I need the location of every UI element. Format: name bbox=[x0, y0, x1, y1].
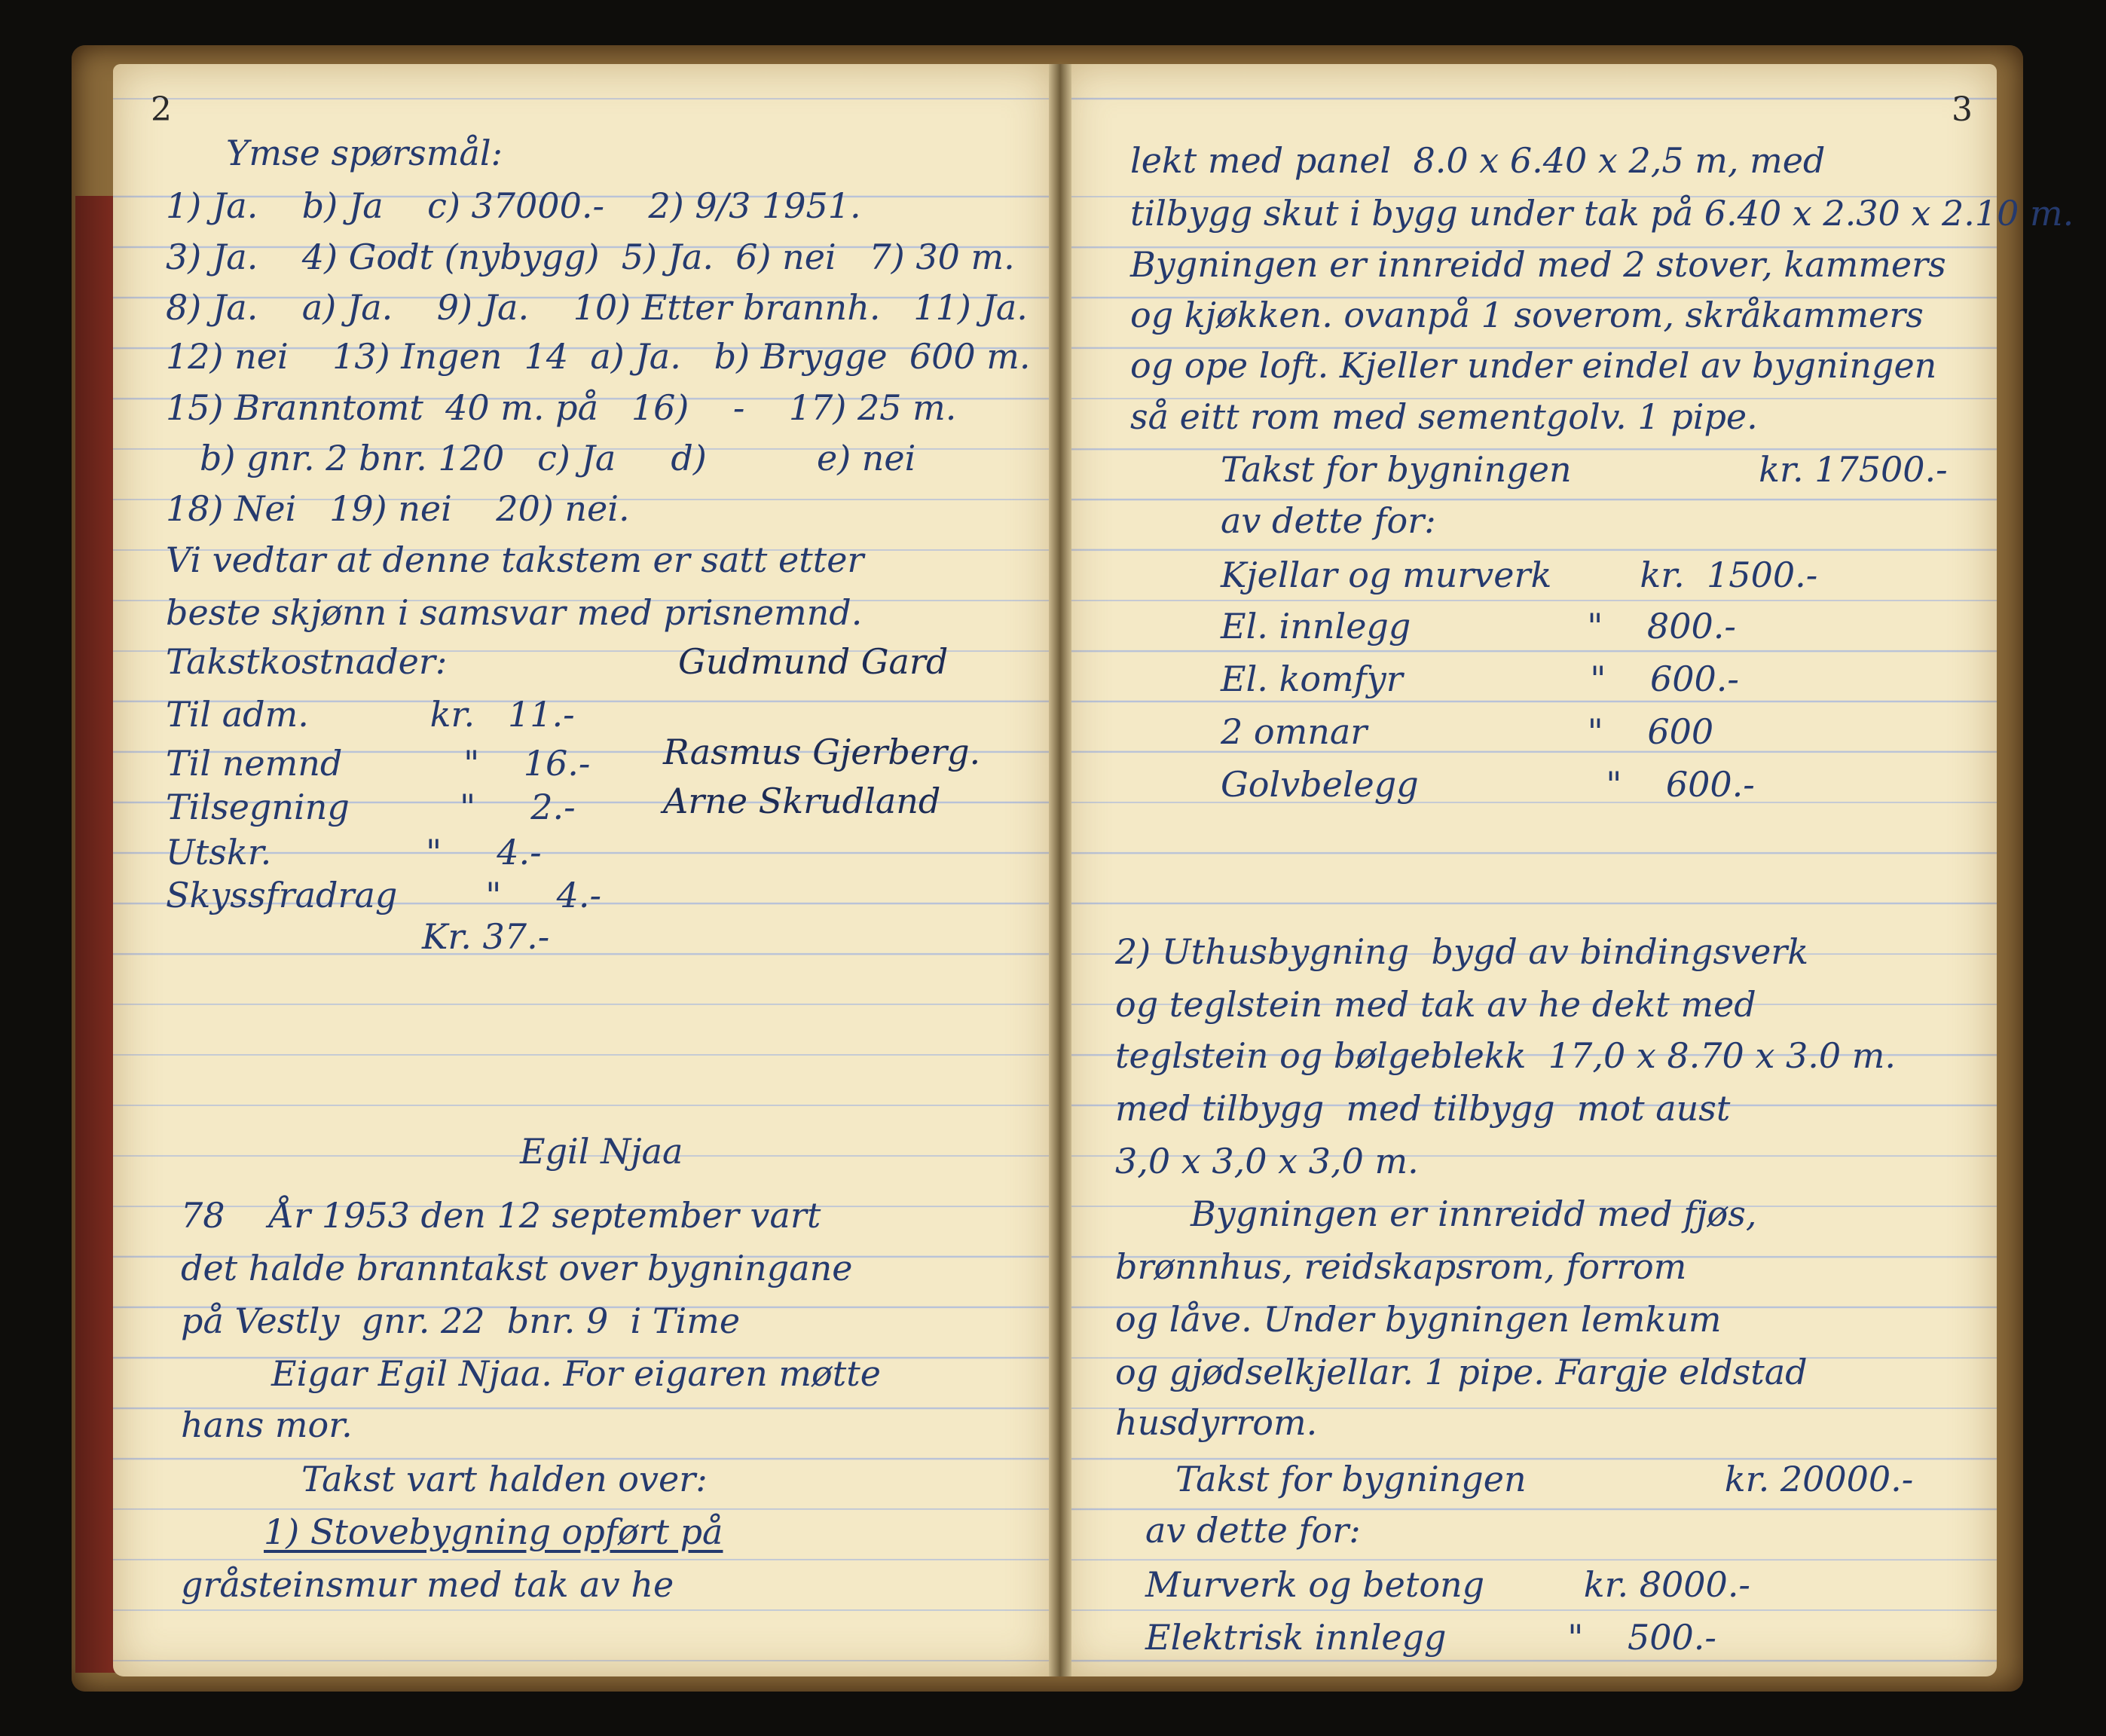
handwritten-line: Takst for bygningen kr. 17500.- bbox=[1221, 449, 1948, 490]
handwritten-line: 12) nei 13) Ingen 14 a) Ja. b) Brygge 600 m. bbox=[166, 336, 1031, 377]
handwritten-line: 2) Uthusbygning bygd av bindingsverk bbox=[1115, 931, 1809, 972]
handwritten-line: brønnhus, reidskapsrom, forrom bbox=[1115, 1246, 1687, 1287]
handwritten-line: Kjellar og murverk kr. 1500.- bbox=[1221, 555, 1818, 595]
handwritten-line: 18) Nei 19) nei 20) nei. bbox=[166, 488, 630, 529]
handwritten-line: Murverk og betong kr. 8000.- bbox=[1145, 1564, 1750, 1605]
signature: Gudmund Gard bbox=[678, 641, 949, 682]
handwritten-line: teglstein og bølgeblekk 17,0 x 8.70 x 3.0 m. bbox=[1115, 1035, 1897, 1076]
handwritten-line: av dette for: bbox=[1221, 500, 1436, 541]
handwritten-line: Eigar Egil Njaa. For eigaren møtte bbox=[271, 1353, 881, 1394]
handwritten-line: b) gnr. 2 bnr. 120 c) Ja d) e) nei bbox=[200, 438, 916, 478]
handwritten-line: 1) Stovebygning opført på bbox=[264, 1511, 723, 1552]
handwritten-line: av dette for: bbox=[1145, 1510, 1361, 1551]
handwritten-line: Bygningen er innreidd med fjøs, bbox=[1191, 1194, 1757, 1234]
handwritten-line: lekt med panel 8.0 x 6.40 x 2,5 m, med bbox=[1130, 140, 1826, 181]
handwritten-line: Kr. 37.- bbox=[422, 916, 550, 957]
handwritten-line: og gjødselkjellar. 1 pipe. Fargje eldstad bbox=[1115, 1352, 1808, 1392]
handwritten-line: og låve. Under bygningen lemkum bbox=[1115, 1299, 1722, 1340]
handwritten-line: 1) Ja. b) Ja c) 37000.- 2) 9/3 1951. bbox=[166, 185, 861, 226]
handwritten-line: så eitt rom med sementgolv. 1 pipe. bbox=[1130, 396, 1758, 437]
handwritten-line: Til nemnd " 16.- bbox=[166, 743, 591, 784]
handwritten-line: og ope loft. Kjeller under eindel av bygningen bbox=[1130, 345, 1937, 386]
right-page-number: 3 bbox=[1952, 90, 1973, 129]
handwritten-line: Golvbelegg " 600.- bbox=[1221, 764, 1755, 805]
handwritten-line: 15) Branntomt 40 m. på 16) - 17) 25 m. bbox=[166, 387, 957, 428]
handwritten-line: gråsteinsmur med tak av he bbox=[181, 1564, 674, 1605]
handwritten-line: og teglstein med tak av he dekt med bbox=[1115, 984, 1756, 1025]
handwritten-line: Takst vart halden over: bbox=[301, 1459, 708, 1499]
handwritten-line: Tilsegning " 2.- bbox=[166, 787, 576, 827]
handwritten-line: med tilbygg med tilbygg mot aust bbox=[1115, 1088, 1731, 1129]
handwritten-line: Vi vedtar at denne takstem er satt etter bbox=[166, 539, 864, 580]
handwritten-line: Egil Njaa bbox=[520, 1131, 683, 1172]
handwritten-line: Skyssfradrag " 4.- bbox=[166, 875, 602, 915]
handwritten-line: Takstkostnader: bbox=[166, 641, 448, 682]
handwritten-line: Ymse spørsmål: bbox=[226, 133, 503, 173]
handwritten-line: 78 År 1953 den 12 september vart bbox=[181, 1195, 821, 1236]
handwritten-line: på Vestly gnr. 22 bnr. 9 i Time bbox=[181, 1300, 741, 1341]
handwritten-line: 3) Ja. 4) Godt (nybygg) 5) Ja. 6) nei 7) 30 m. bbox=[166, 237, 1015, 277]
handwritten-line: Elektrisk innlegg " 500.- bbox=[1145, 1617, 1716, 1658]
page-gutter bbox=[1049, 64, 1071, 1676]
handwritten-line: Takst for bygningen kr. 20000.- bbox=[1175, 1459, 1914, 1499]
left-page-number: 2 bbox=[151, 90, 172, 129]
handwritten-line: Bygningen er innreidd med 2 stover, kammers bbox=[1130, 244, 1946, 285]
handwritten-line: hans mor. bbox=[181, 1404, 353, 1445]
handwritten-line: Til adm. kr. 11.- bbox=[166, 694, 575, 735]
handwritten-line: husdyrrom. bbox=[1115, 1402, 1318, 1443]
handwritten-line: 8) Ja. a) Ja. 9) Ja. 10) Etter brannh. 11) Ja. bbox=[166, 287, 1028, 328]
handwritten-line: 3,0 x 3,0 x 3,0 m. bbox=[1115, 1141, 1419, 1181]
handwritten-line: El. innlegg " 800.- bbox=[1221, 606, 1736, 646]
handwritten-line: beste skjønn i samsvar med prisnemnd. bbox=[166, 592, 863, 633]
handwritten-line: Utskr. " 4.- bbox=[166, 832, 542, 873]
handwritten-line: El. komfyr " 600.- bbox=[1221, 659, 1739, 699]
handwritten-line: 2 omnar " 600 bbox=[1221, 711, 1714, 752]
handwritten-line: og kjøkken. ovanpå 1 soverom, skråkammers bbox=[1130, 295, 1924, 335]
handwritten-line: det halde branntakst over bygningane bbox=[181, 1248, 853, 1288]
signature: Rasmus Gjerberg. bbox=[663, 732, 981, 772]
signature: Arne Skrudland bbox=[663, 781, 941, 821]
handwritten-line: tilbygg skut i bygg under tak på 6.40 x 2.30 x 2.10 m. bbox=[1130, 193, 2074, 234]
